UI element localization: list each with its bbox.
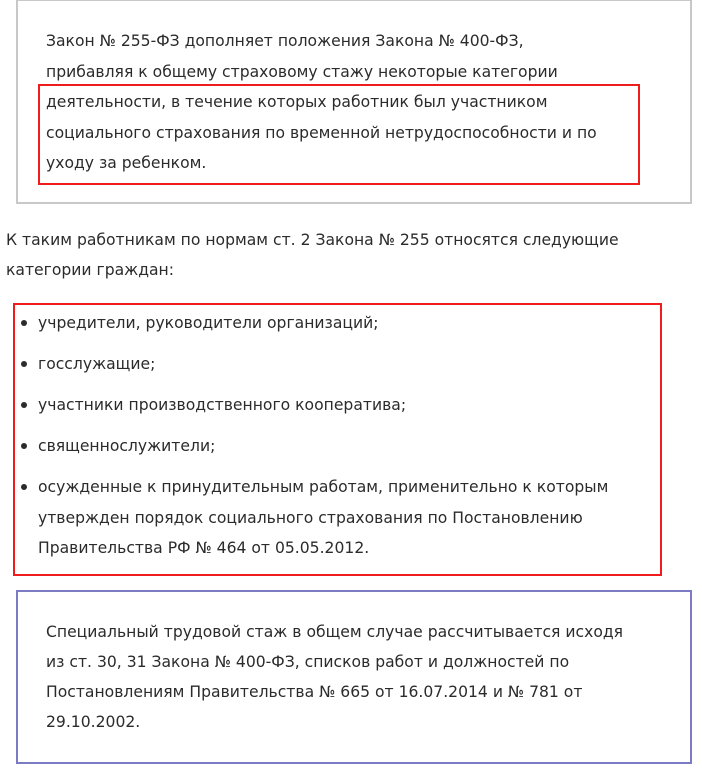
list-item-text: Правительства РФ № 464 от 05.05.2012. <box>38 539 370 557</box>
list-item-text: священнослужители; <box>38 437 216 455</box>
note-line-4: социального страхования по временной нетрудоспособности и по <box>46 124 597 142</box>
list-item-text: учредители, руководители организаций; <box>38 314 379 332</box>
note-line-5: уходу за ребенком. <box>46 154 207 172</box>
paragraph-line-1: К таким работникам по нормам ст. 2 Закона № 255 относятся следующие <box>6 231 619 249</box>
list-item-text: утвержден порядок социального страхования по Постановлению <box>38 509 583 527</box>
info-line-3: Постановлениям Правительства № 665 от 16.07.2014 и № 781 от <box>46 683 583 701</box>
info-line-2: из ст. 30, 31 Закона № 400-ФЗ, списков работ и должностей по <box>46 653 570 671</box>
highlight-annotation-note <box>38 84 640 185</box>
list-item-text: осужденные к принудительным работам, применительно к которым <box>38 478 609 496</box>
list-item-text: участники производственного кооператива; <box>38 396 407 414</box>
info-line-4: 29.10.2002. <box>46 713 141 731</box>
special-experience-info-box <box>16 590 692 764</box>
note-line-2: прибавляя к общему страховому стажу некоторые категории <box>46 63 558 81</box>
note-line-3: деятельности, в течение которых работник был участником <box>46 93 548 111</box>
highlight-annotation-list <box>13 303 662 576</box>
list-item-text: госслужащие; <box>38 355 156 373</box>
info-line-1: Специальный трудовой стаж в общем случае рассчитывается исходя <box>46 623 624 641</box>
paragraph-line-2: категории граждан: <box>6 261 174 279</box>
note-line-1: Закон № 255-ФЗ дополняет положения Закона № 400-ФЗ, <box>46 32 524 50</box>
